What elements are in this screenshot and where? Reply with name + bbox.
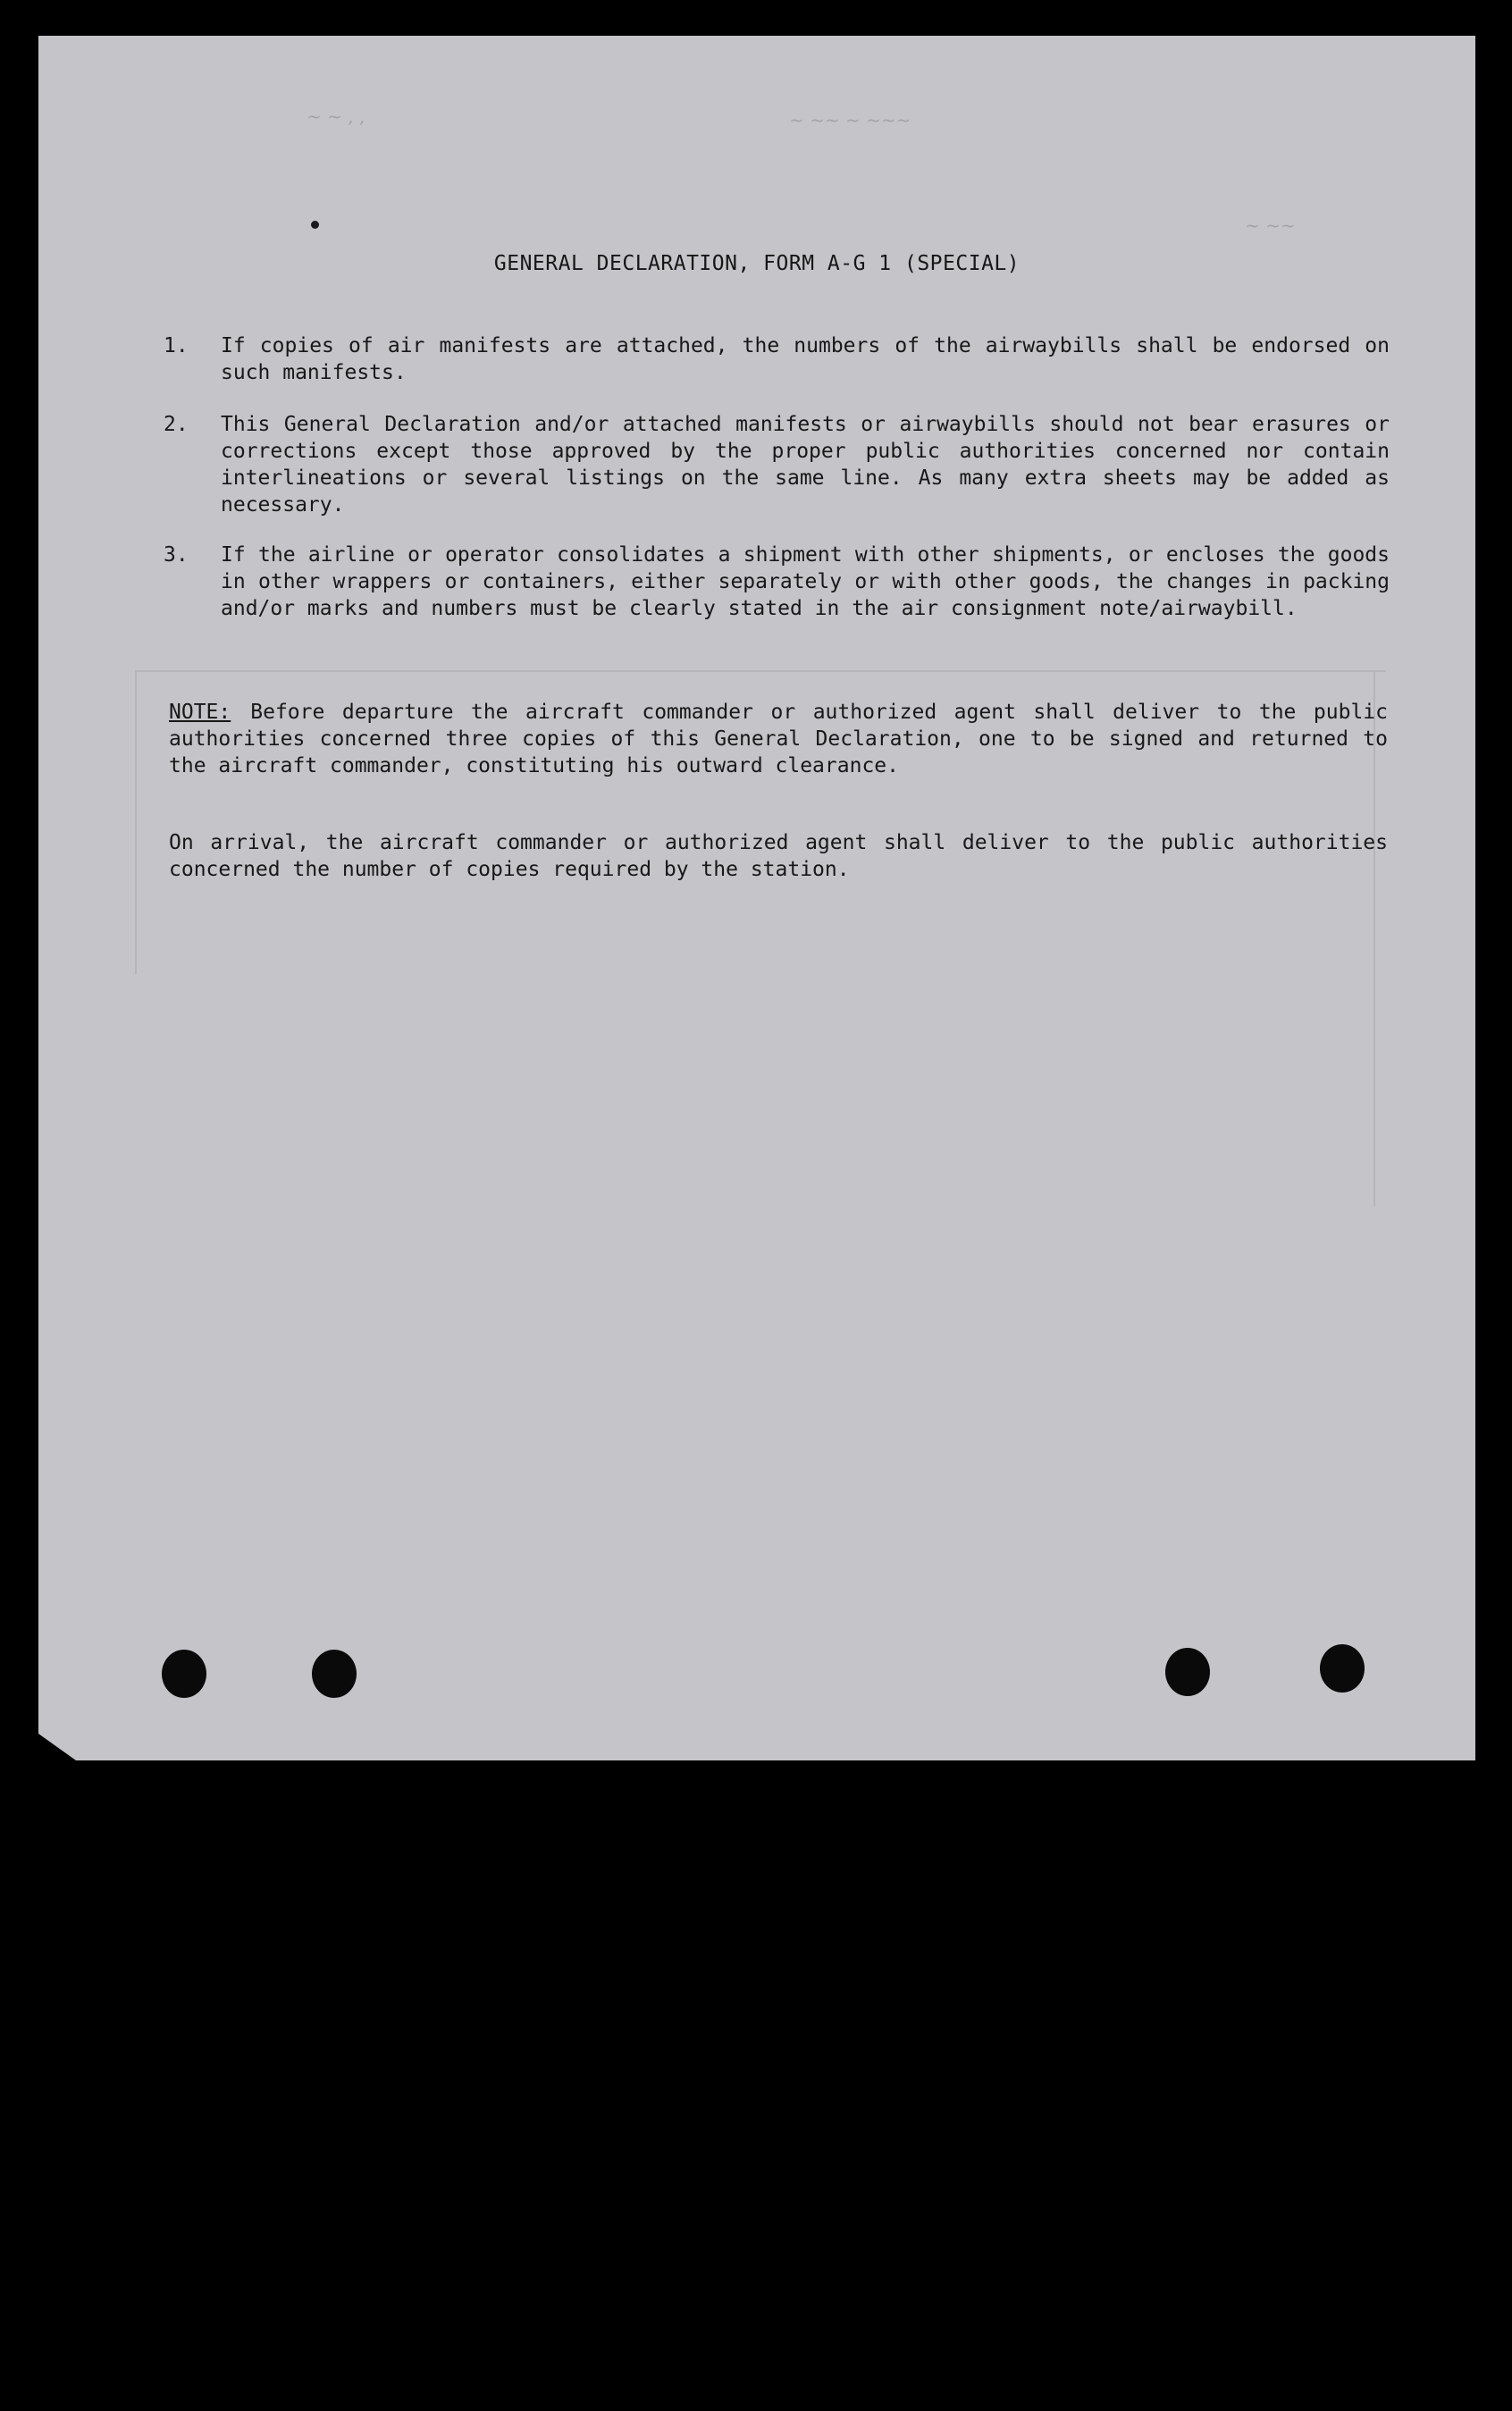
show-through-rule [135, 670, 1386, 672]
punch-hole [312, 1650, 357, 1698]
punch-hole [162, 1650, 206, 1698]
note-paragraph [169, 699, 1388, 779]
ink-dot [311, 221, 319, 229]
instruction-item-2 [164, 411, 1390, 518]
document-page [38, 36, 1475, 1760]
note-text: Before departure the aircraft commander or authorized agent shall deliver to the public authorities concerned three copies of this General Declaration, one to be signed and returned to the aircraft commander, constituting his outward clearance. [169, 701, 1388, 777]
page-title: GENERAL DECLARATION, FORM A-G 1 (SPECIAL) [493, 252, 1021, 275]
instruction-item-1 [164, 332, 1390, 386]
bleed-through-marks: ~ ~~ ~ ~~~ [789, 109, 911, 130]
item-text: If the airline or operator consolidates a shipment with other shipments, or encloses the goods in other wrappers or containers, either separately or with other goods, the changes in packing and/or marks and numbers must be clearly stated in the air consignment note/airwaybill. [221, 543, 1390, 620]
item-text: If copies of air manifests are attached, the numbers of the airwaybills shall be endorsed on such manifests. [221, 334, 1390, 384]
instruction-item-3 [164, 542, 1390, 622]
note-label: NOTE: [169, 701, 231, 724]
item-text: This General Declaration and/or attached manifests or airwaybills should not bear erasures or corrections except those approved by the proper public authorities concerned nor contain interlineations or several listings on the same line. As many extra sheets may be added as necessary. [221, 413, 1390, 517]
page-corner-fold [38, 1734, 76, 1760]
bleed-through-marks: ~ ~ , , [307, 105, 365, 127]
arrival-paragraph: On arrival, the aircraft commander or authorized agent shall deliver to the public authorities concerned the number of copies required by the station. [169, 831, 1388, 881]
show-through-rule [135, 670, 137, 974]
item-number: 1. [164, 334, 189, 357]
item-number: 3. [164, 543, 189, 567]
punch-hole [1165, 1648, 1210, 1696]
punch-hole [1320, 1644, 1365, 1693]
bleed-through-marks: ~ ~~ [1245, 214, 1296, 236]
item-number: 2. [164, 413, 189, 436]
